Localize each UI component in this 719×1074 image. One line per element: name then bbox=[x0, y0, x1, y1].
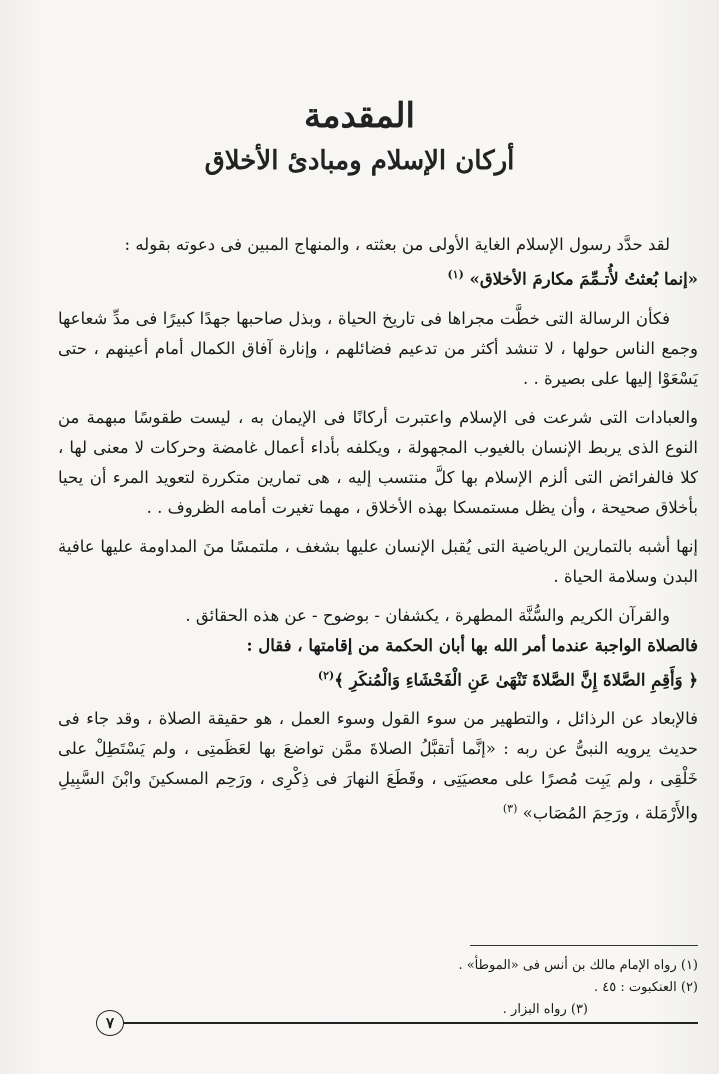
paragraph bbox=[58, 631, 698, 661]
footnote-text: (٢) العنكبوت : ٤٥ . bbox=[594, 980, 698, 995]
footnote-ref: (٣) bbox=[502, 802, 518, 815]
hadith-quote: «إنما بُعثتُ لأُتـمِّمَ مكارمَ الأخلاق» bbox=[463, 269, 698, 289]
paragraph bbox=[58, 601, 698, 631]
paragraph bbox=[58, 704, 698, 829]
footnote-divider bbox=[470, 945, 698, 946]
paragraph-text: لقد حدَّد رسول الإسلام الغاية الأولى من بعثته ، والمنهاج المبين فى دعوته بقوله : bbox=[124, 235, 670, 254]
paragraph bbox=[58, 260, 698, 295]
footnote: (١) رواه الإمام مالك بن أنس فى «الموطأ» . bbox=[458, 958, 698, 973]
footnote-ref: (٢) bbox=[317, 668, 335, 682]
paragraph-text: والقرآن الكريم والسُّنَّة المطهرة ، يكشفان - بوضوح - عن هذه الحقائق . bbox=[185, 605, 670, 625]
paragraph bbox=[58, 532, 698, 592]
footnote-ref: (١) bbox=[447, 268, 464, 281]
paragraph-text: والعبادات التى شرعت فى الإسلام واعتبرت أركانًا فى الإيمان به ، ليست طقوسًا مبهمة من النوع الذى يربط الإنسان بالغيوب المجهولة ، ويكلفه بأداء أعمال غامضة وحركات لا معنى لها ، كلا فالفرائض التى ألزم الإسلام بها كلَّ منتسب إليه ، هى تمارين متكررة لتعويد المرء أن يحيا بأخلاق صحيحة ، وأن يظل مستمسكا بهذه الأخلاق ، مهما تغيرت أمامه الظروف . . bbox=[58, 407, 698, 517]
page-subtitle: أركان الإسلام ومبادئ الأخلاق bbox=[204, 146, 515, 176]
paragraph-text: فالإبعاد عن الرذائل ، والتطهير من سوء القول وسوء العمل ، هو حقيقة الصلاة ، وقد جاء فى حديث يرويه النبىُّ عن ربه : «إنَّما أتقبَّلُ الصلاةَ ممَّن تواضعَ بها لعَظَمتِى ، ولم يَسْتَطِلْ على خَلْقِى ، ولم يَبِت مُصرًا على معصيَتِى ، وقَطَعَ النهارَ فى ذِكْرِى ، ورَحِم المسكينَ وابْنَ السَّبِيلِ والأَرْمَلة ، ورَحِمَ المُصَاب» bbox=[58, 709, 698, 823]
paragraph bbox=[58, 403, 698, 523]
footnotes bbox=[100, 955, 698, 1021]
paragraph bbox=[58, 304, 698, 394]
quran-verse bbox=[58, 661, 698, 696]
footnote bbox=[100, 977, 698, 999]
page-number: ٧ bbox=[96, 1010, 124, 1036]
paragraph bbox=[58, 230, 698, 260]
paragraph-text: إنها أشبه بالتمارين الرياضية التى يُقبل الإنسان عليها بشغف ، ملتمسًا منَ المداومة عليها عافية البدن وسلامة الحياة . bbox=[58, 536, 698, 586]
paragraph-text: فالصلاة الواجبة عندما أمر الله بها أبان الحكمة من إقامتها ، فقال : bbox=[246, 635, 698, 655]
footnote: (٣) رواه البزار . bbox=[502, 1002, 588, 1017]
page-footer-rule bbox=[120, 1022, 698, 1024]
verse-text: ﴿ وَأَقِمِ الصَّلاةَ إِنَّ الصَّلاةَ تَنْهَىٰ عَنِ الْفَحْشَاءِ وَالْمُنكَرِ ﴾ bbox=[334, 670, 698, 689]
paragraph-text: فكأن الرسالة التى خطَّت مجراها فى تاريخ الحياة ، وبذل صاحبها جهدًا كبيرًا فى مدِّ شعاعها وجمع الناس حولها ، لا تنشد أكثر من تدعيم فضائلهم ، وإنارة آفاق الكمال أمام أعينهم ، حتى يَسْعَوْا إليها على بصيرة . . bbox=[58, 308, 698, 388]
page-title: المقدمة bbox=[304, 96, 415, 136]
body-text bbox=[58, 230, 698, 838]
